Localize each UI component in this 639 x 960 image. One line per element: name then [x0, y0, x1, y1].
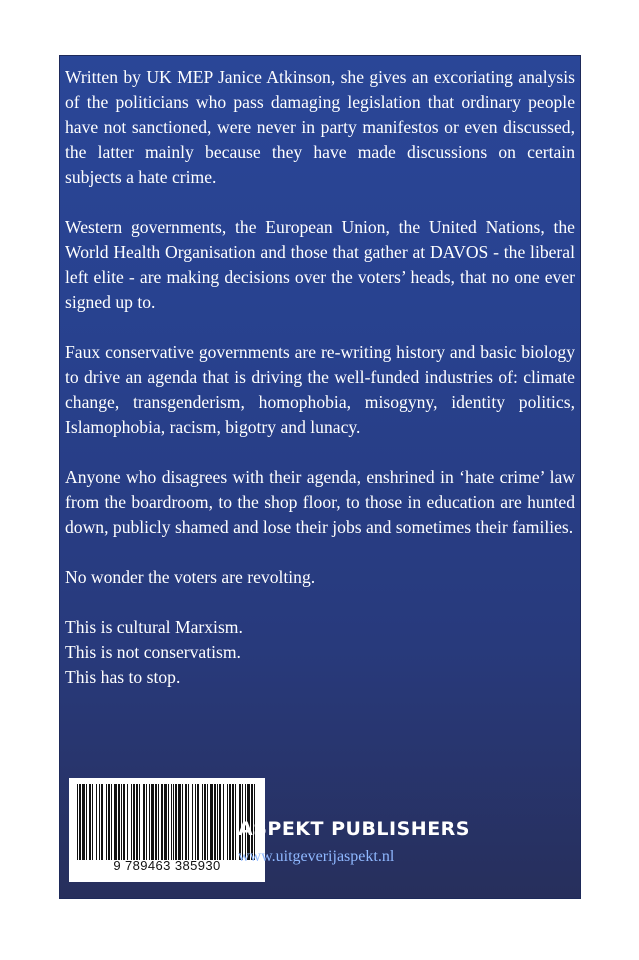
barcode: [69, 778, 265, 882]
blurb-paragraph-4: Anyone who disagrees with their agenda, enshrined in ‘hate crime’ law from the boardroom, to the shop floor, to those in education are hunted down, publicly shamed and lose their jobs and sometimes their families.: [65, 467, 575, 537]
barcode-bar: [202, 784, 203, 860]
barcode-bar: [171, 784, 172, 860]
blurb-paragraph-2: Western governments, the European Union, the United Nations, the World Health Organisation and those that gather at DAVOS - the liberal left elite - are making decisions over the voters’ heads, that no one ever signed up to.: [65, 217, 575, 312]
barcode-bar: [185, 784, 187, 860]
publisher-website[interactable]: www.uitgeverijaspekt.nl: [238, 848, 395, 865]
barcode-bar: [106, 784, 107, 860]
barcode-bar: [118, 784, 120, 860]
barcode-bar: [232, 784, 234, 860]
barcode-bar: [99, 784, 100, 860]
publisher-name: ASPEKT PUBLISHERS: [238, 818, 470, 840]
barcode-bar: [111, 784, 112, 860]
barcode-bar: [86, 784, 87, 860]
barcode-bar: [227, 784, 228, 860]
barcode-bar: [214, 784, 216, 860]
barcode-bar: [139, 784, 140, 860]
barcode-bar: [108, 784, 110, 860]
barcode-bar: [164, 784, 167, 860]
barcode-bar: [101, 784, 103, 860]
barcode-bar: [207, 784, 208, 860]
barcode-bar: [197, 784, 199, 860]
barcode-bar: [229, 784, 231, 860]
barcode-bar: [182, 784, 183, 860]
barcode-bar: [89, 784, 91, 860]
barcode-bar: [173, 784, 174, 860]
barcode-bar: [143, 784, 145, 860]
barcode-bar: [195, 784, 196, 860]
barcode-bar: [123, 784, 125, 860]
barcode-bar: [217, 784, 218, 860]
barcode-bar: [210, 784, 213, 860]
closing-line-3: This has to stop.: [65, 667, 181, 687]
barcode-bar: [219, 784, 221, 860]
closing-statement: [65, 615, 575, 690]
barcode-bar: [146, 784, 147, 860]
blurb-text: [65, 65, 575, 715]
closing-line-1: This is cultural Marxism.: [65, 617, 243, 637]
back-cover: [60, 56, 580, 898]
barcode-bar: [188, 784, 189, 860]
blurb-paragraph-3: Faux conservative governments are re-writing history and basic biology to drive an agenda that is driving the well-funded industries of: climate change, transgenderism, homophobia, misogyny, identity politics, Islamophobia, racism, bigotry and lunacy.: [65, 342, 575, 437]
barcode-bar: [127, 784, 128, 860]
isbn-number: 9 789463 385930: [113, 858, 221, 873]
barcode-bar: [204, 784, 206, 860]
barcode-bar: [168, 784, 169, 860]
barcode-bar: [151, 784, 154, 860]
barcode-bar: [223, 784, 224, 860]
barcode-bar: [121, 784, 122, 860]
closing-line-2: This is not conservatism.: [65, 642, 241, 662]
barcode-bars: [75, 784, 259, 860]
barcode-bar: [175, 784, 177, 860]
barcode-bar: [136, 784, 138, 860]
barcode-bar: [131, 784, 132, 860]
barcode-bar: [114, 784, 117, 860]
barcode-bar: [92, 784, 93, 860]
barcode-bar: [82, 784, 85, 860]
barcode-bar: [149, 784, 150, 860]
barcode-bar: [161, 784, 163, 860]
barcode-bar: [79, 784, 81, 860]
barcode-bar: [158, 784, 159, 860]
blurb-paragraph-5: No wonder the voters are revolting.: [65, 567, 316, 587]
barcode-bar: [235, 784, 236, 860]
barcode-bar: [96, 784, 97, 860]
barcode-bar: [77, 784, 78, 860]
barcode-bar: [155, 784, 157, 860]
barcode-bar: [133, 784, 135, 860]
barcode-bar: [192, 784, 193, 860]
barcode-bar: [178, 784, 181, 860]
blurb-paragraph-1: Written by UK MEP Janice Atkinson, she gives an excoriating analysis of the politicians who pass damaging legislation that ordinary people have not sanctioned, were never in party manifestos or even discussed, the latter mainly because they have made discussions on certain subjects a hate crime.: [65, 67, 575, 187]
